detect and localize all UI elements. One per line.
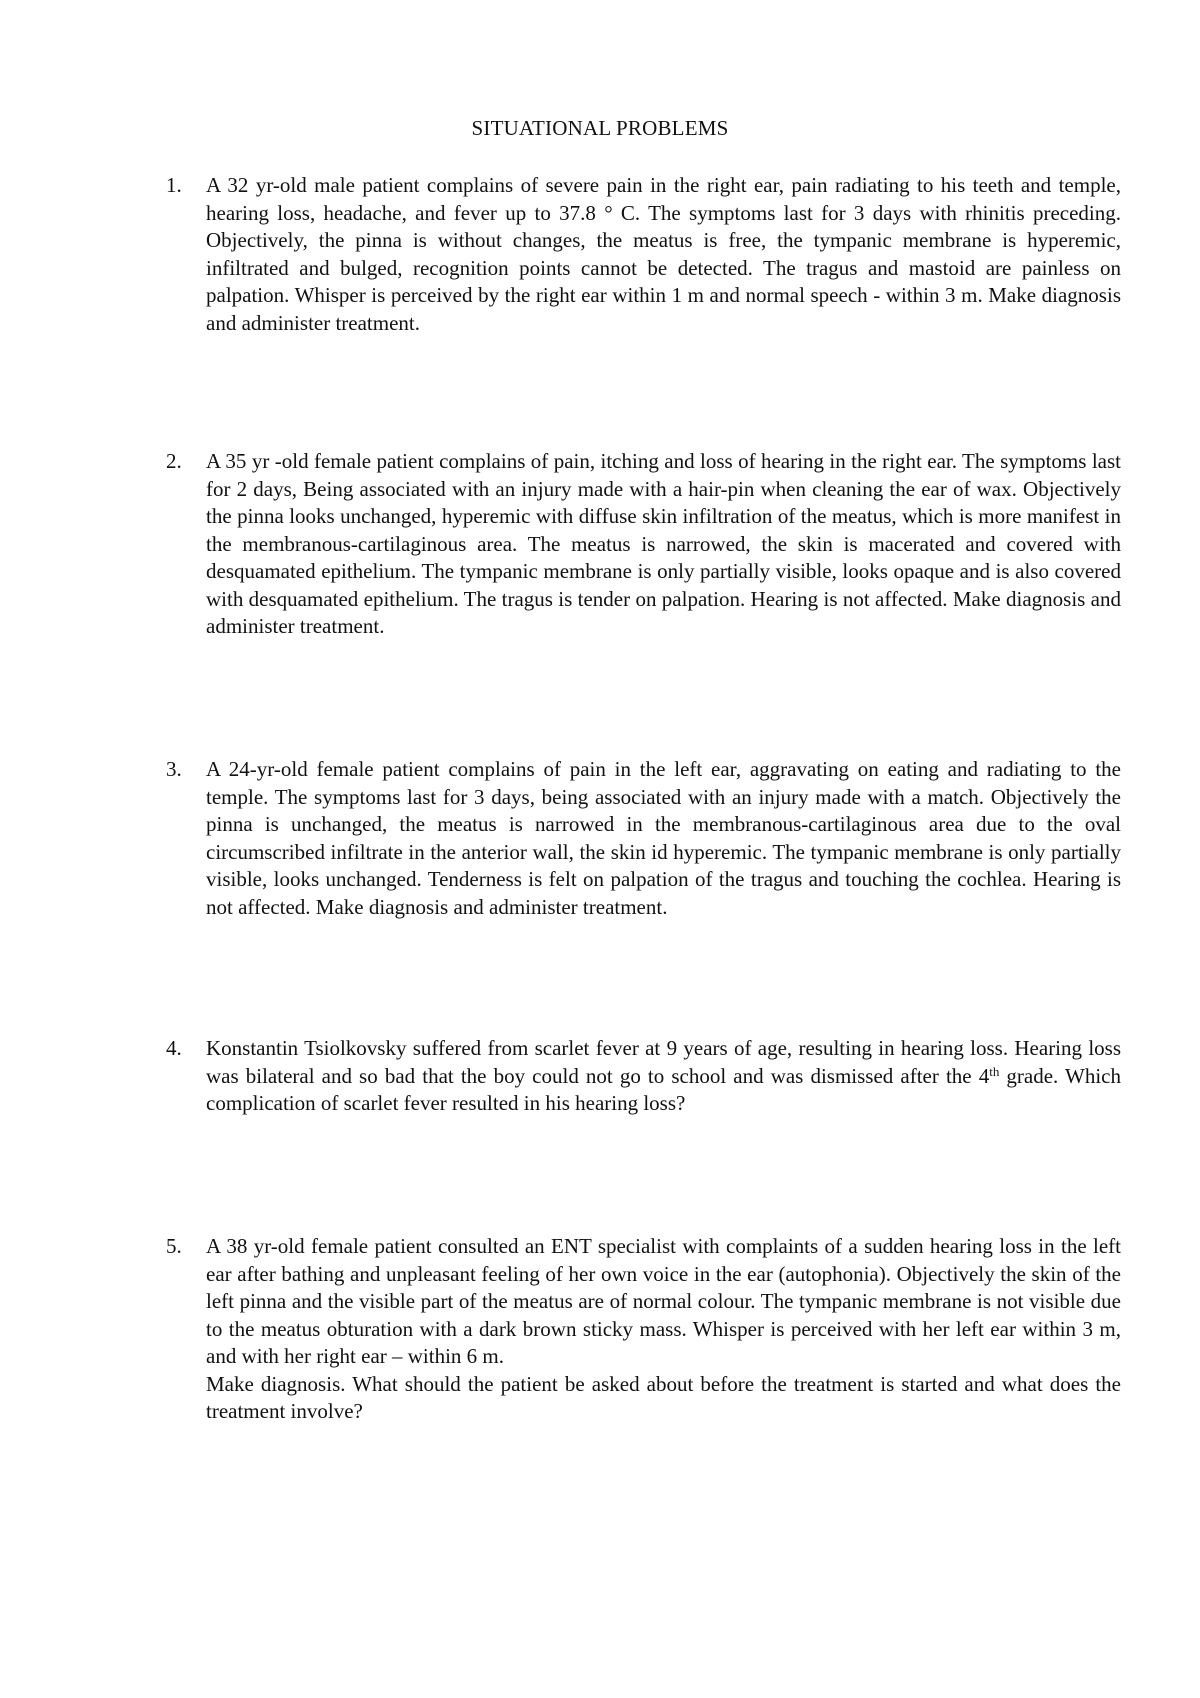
problem-item-3 — [166, 756, 1121, 921]
problem-number: 5. — [166, 1234, 182, 1258]
problem-item-1 — [166, 172, 1121, 337]
problem-item-2 — [166, 448, 1121, 641]
problem-number: 3. — [166, 757, 182, 781]
problem-text: A 32 yr-old male patient complains of severe pain in the right ear, pain radiating to his teeth and temple, hearing loss, headache, and fever up to 37.8 ° C. The symptoms last for 3 days with rhinitis preceding. Objectively, the pinna is without changes, the meatus is free, the tympanic membrane is hyperemic, infiltrated and bulged, recognition points cannot be detected. The tragus and mastoid are painless on palpation. Whisper is perceived by the right ear within 1 m and normal speech - within 3 m. Make diagnosis and administer treatment. — [206, 173, 1121, 335]
problem-text-part: grade. Which complication of scarlet fever resulted in his hearing loss? — [206, 1063, 1121, 1115]
ordinal-superscript: th — [989, 1063, 1000, 1079]
page-title: SITUATIONAL PROBLEMS — [471, 116, 729, 140]
problem-question: Make diagnosis. What should the patient be asked about before the treatment is started and what does the treatment involve? — [206, 1371, 1121, 1423]
problem-text: A 24-yr-old female patient complains of pain in the left ear, aggravating on eating and radiating to the temple. The symptoms last for 3 days, being associated with an injury made with a match. Objectively the pinna is unchanged, the meatus is narrowed in the membranous-cartilaginous area due to the oval circumscribed infiltrate in the anterior wall, the skin id hyperemic. The tympanic membrane is only partially visible, looks unchanged. Tenderness is felt on palpation of the tragus and touching the cochlea. Hearing is not affected. Make diagnosis and administer treatment. — [206, 757, 1121, 919]
problem-text: A 35 yr -old female patient complains of pain, itching and loss of hearing in the right ear. The symptoms last for 2 days, Being associated with an injury made with a hair-pin when cleaning the ear of wax. Objectively the pinna looks unchanged, hyperemic with diffuse skin infiltration of the meatus, which is more manifest in the membranous-cartilaginous area. The meatus is narrowed, the skin is macerated and covered with desquamated epithelium. The tympanic membrane is only partially visible, looks opaque and is also covered with desquamated epithelium. The tragus is tender on palpation. Hearing is not affected. Make diagnosis and administer treatment. — [206, 449, 1121, 638]
problem-number: 1. — [166, 173, 182, 197]
problem-text — [206, 1035, 1121, 1118]
problem-item-4 — [166, 1035, 1121, 1118]
problem-item-5 — [166, 1233, 1121, 1426]
problem-text: A 38 yr-old female patient consulted an ENT specialist with complaints of a sudden hearing loss in the left ear after bathing and unpleasant feeling of her own voice in the ear (autophonia). Objectively the skin of the left pinna and the visible part of the meatus are of normal colour. The tympanic membrane is not visible due to the meatus obturation with a dark brown sticky mass. Whisper is perceived with her left ear within 3 m, and with her right ear – within 6 m. — [206, 1234, 1121, 1368]
problem-text-part: Konstantin Tsiolkovsky suffered from scarlet fever at 9 years of age, resulting in hearing loss. Hearing loss was bilateral and so bad that the boy could not go to school and was dismissed after the 4 — [206, 1036, 1121, 1088]
problem-number: 2. — [166, 449, 182, 473]
problem-number: 4. — [166, 1036, 182, 1060]
